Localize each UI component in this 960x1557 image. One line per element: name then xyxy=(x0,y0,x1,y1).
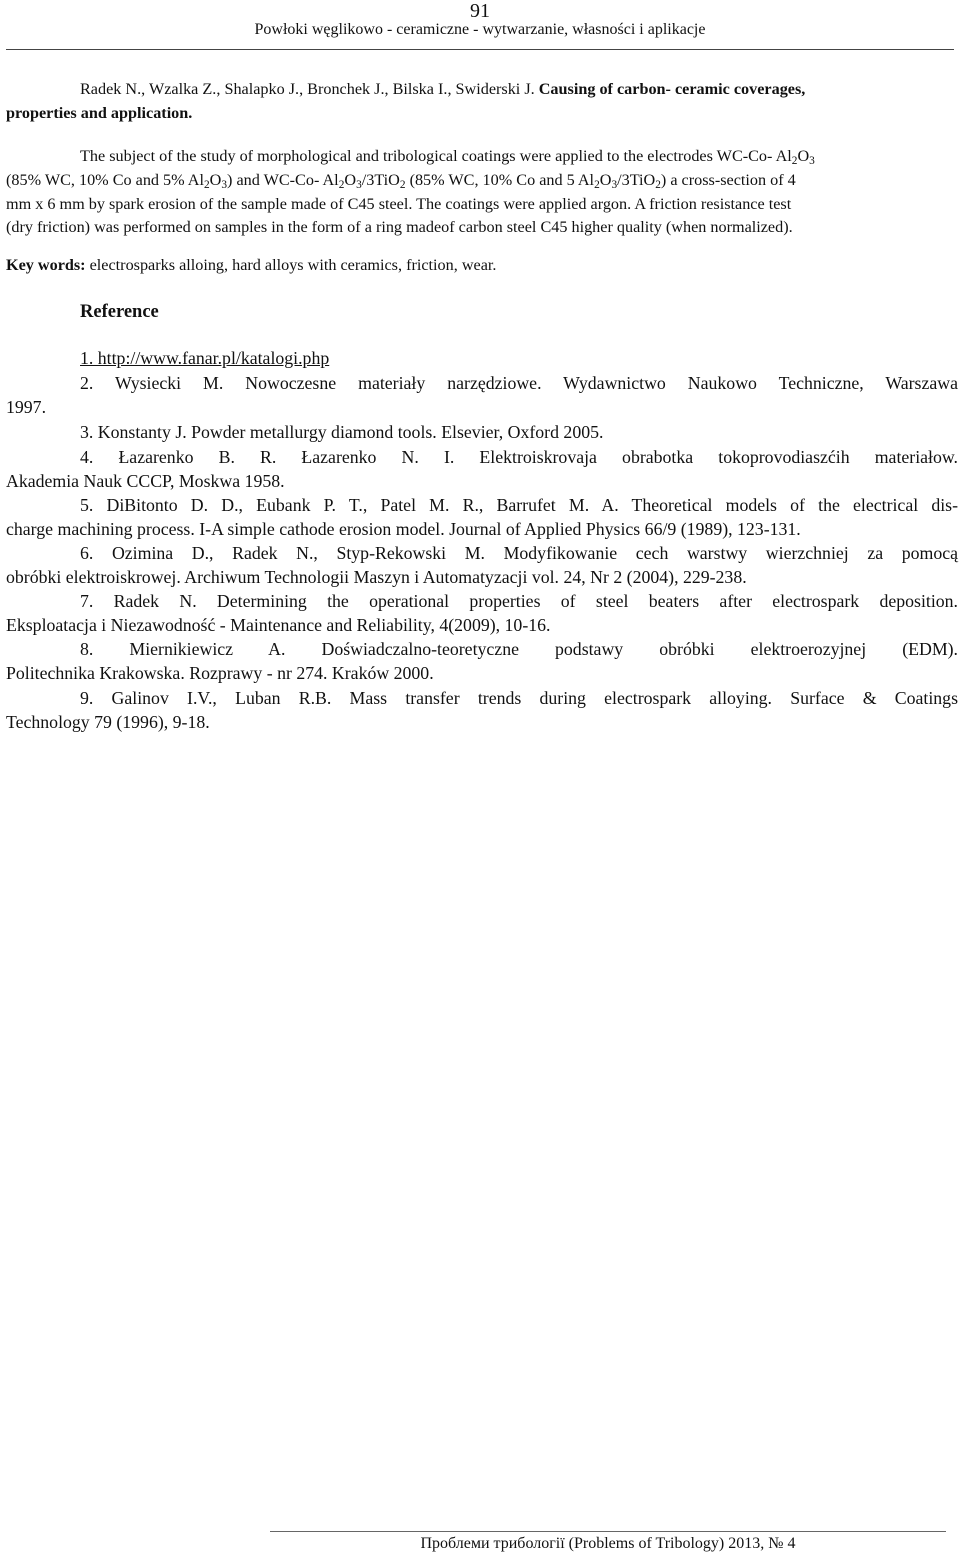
article-title-continued: properties and application. xyxy=(6,103,193,122)
reference-item-9: 9. Galinov I.V., Luban R.B. Mass transfer trends during electrospark alloying. Surface & Coatings Technology 79 (1996), 9-18. xyxy=(6,688,958,733)
abstract-line-2: (85% WC, 10% Co and 5% $Al_2O_3$) and WC-Co- $Al_2O_3/3TiO_2$ (85% WC, 10% Co and 5 $Al_2O_3/3TiO_2$) a cross-section of 4 xyxy=(6,170,796,191)
running-header: Powłoki węglikowo - ceramiczne - wytwarzanie, własności i aplikacje xyxy=(254,21,706,38)
article-citation xyxy=(6,78,956,126)
article-title: Causing of carbon- ceramic coverages, xyxy=(538,80,806,98)
reference-link[interactable]: 1. http://www.fanar.pl/katalogi.php xyxy=(80,348,330,368)
header-rule xyxy=(6,49,954,50)
reference-item-1 xyxy=(6,346,958,370)
keywords-text: electrosparks alloing, hard alloys with ceramics, friction, wear. xyxy=(85,256,497,274)
citation-line-1 xyxy=(6,78,956,102)
page-number: 91 xyxy=(470,0,490,22)
abstract-line-4: (dry friction) was performed on samples in the form of a ring madeof carbon steel C45 higher quality (when normalized). xyxy=(6,218,793,237)
reference-item-8: 8. Miernikiewicz A. Doświadczalno-teoretyczne podstawy obróbki elektroerozyjnej (EDM). Politechnika Krakowska. Rozprawy - nr 274. Kraków 2000. xyxy=(6,639,958,684)
authors: Radek N., Wzalka Z., Shalapko J., Bronchek J., Bilska I., Swiderski J. xyxy=(80,80,535,98)
abstract xyxy=(6,145,956,240)
abstract-line-3: mm x 6 mm by spark erosion of the sample made of C45 steel. The coatings were applied argon. A friction resistance test xyxy=(6,194,792,213)
keywords xyxy=(6,254,956,276)
reference-item-4: 4. Łazarenko B. R. Łazarenko N. I. Elektroiskrovaja obrabotka tokoprovodiaszćih materiałow. Akademia Nauk CCCP, Moskwa 1958. xyxy=(6,447,958,492)
reference-item-5: 5. DiBitonto D. D., Eubank P. T., Patel M. R., Barrufet M. A. Theoretical models of the electrical dis- charge machining process. I-A simple cathode erosion model. Journal of Applied Physics 66/9 (1989), 123-131. xyxy=(6,495,958,540)
journal-footer: Проблеми трибології (Problems of Tribology) 2013, № 4 xyxy=(420,1535,796,1552)
footer-rule xyxy=(270,1531,946,1532)
abstract-line-1: The subject of the study of morphological and tribological coatings were applied to the electrodes WC-Co- $Al_2O_3$ xyxy=(80,147,815,167)
reference-item-2: 2. Wysiecki M. Nowoczesne materiały narzędziowe. Wydawnictwo Naukowo Techniczne, Warszawa 1997. xyxy=(6,373,958,418)
reference-item-3: 3. Konstanty J. Powder metallurgy diamond tools. Elsevier, Oxford 2005. xyxy=(80,422,604,442)
reference-item-6: 6. Ozimina D., Radek N., Styp-Rekowski M. Modyfikowanie cech warstwy wierzchniej za pomocą obróbki elektroiskrowej. Archiwum Technologii Maszyn i Automatyzacji vol. 24, Nr 2 (2004), 229-238. xyxy=(6,543,958,588)
keywords-label: Key words: xyxy=(6,256,86,274)
reference-item-7: 7. Radek N. Determining the operational properties of steel beaters after electrospark deposition. Eksploatacja i Niezawodność - Maintenance and Reliability, 4(2009), 10-16. xyxy=(6,591,958,636)
references-heading: Reference xyxy=(80,302,159,322)
